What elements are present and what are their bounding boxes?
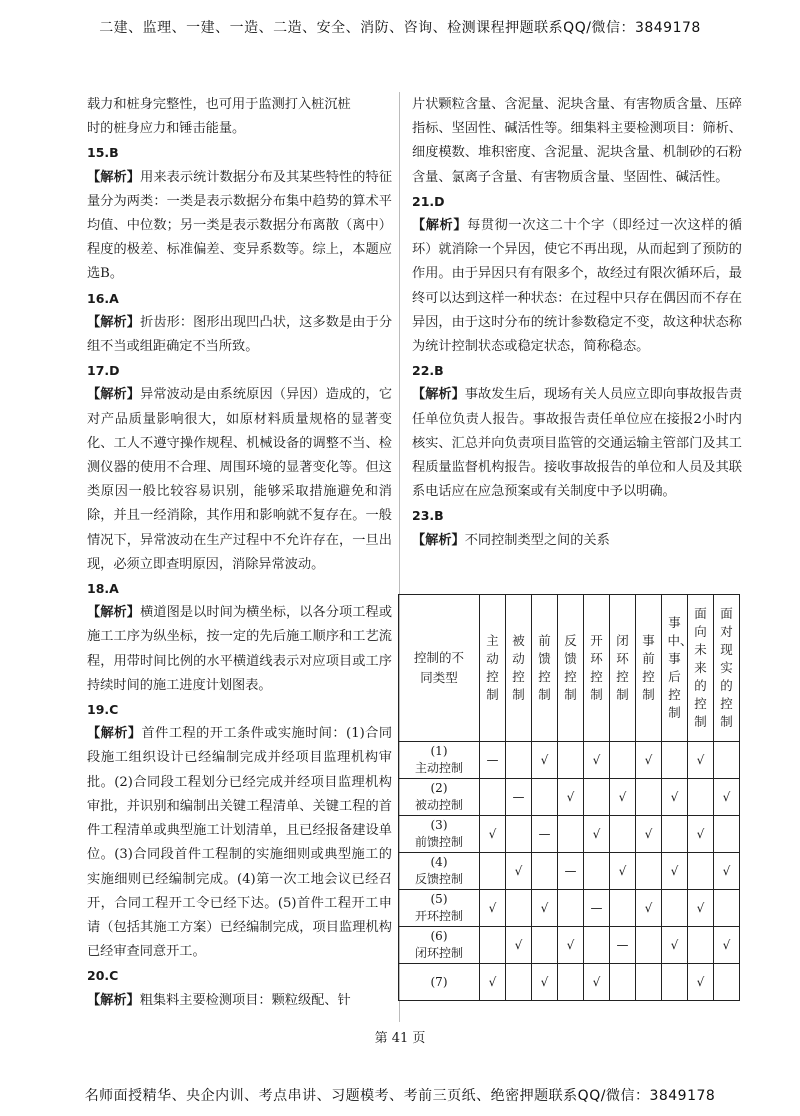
answer-number: 22.B <box>412 363 444 379</box>
table-cell: — <box>558 853 584 890</box>
row-label-line: (7) <box>430 974 448 989</box>
row-label <box>399 964 480 1001</box>
answer-number: 18.A <box>87 581 119 597</box>
analysis-text: 用来表示统计数据分布及其某些特性的特征量分为两类：一类是表示数据分布集中趋势的算术平均值、中位数；另一类是表示数据分布离散（离中）程度的极差、标准偏差、变异系数等。综上，本题应选B。 <box>87 169 393 282</box>
row-label <box>399 779 480 816</box>
corner-label: 控制的不同类型 <box>413 650 464 685</box>
row-label-line: (1) <box>430 744 448 758</box>
column-header-label: 被动控制 <box>512 633 525 702</box>
table-cell <box>610 742 636 779</box>
table-cell <box>636 927 662 964</box>
analysis-tag: 【解析】 <box>87 726 142 742</box>
table-cell: — <box>506 779 532 816</box>
table-cell <box>662 890 688 927</box>
analysis-tag: 【解析】 <box>87 314 141 330</box>
table-cell: √ <box>662 779 688 816</box>
row-label-line: (3) <box>430 818 448 832</box>
table-corner-header <box>399 595 480 742</box>
answer-number: 20.C <box>87 968 119 984</box>
column-header-label: 事中、事后控制 <box>667 615 693 720</box>
analysis-text: 片状颗粒含量、含泥量、泥块含量、有害物质含量、压碎指标、坚固性、碱活性等。细集料主要检测项目：筛析、细度模数、堆积密度、含泥量、泥块含量、机制砂的石粉含量、氯离子含量、有害物质含量、坚固性、碱活性。 <box>412 97 742 185</box>
row-label-line: 被动控制 <box>414 798 463 812</box>
analysis-tag: 【解析】 <box>412 532 465 548</box>
table-cell <box>610 964 636 1001</box>
analysis-text: 横道图是以时间为横坐标，以各分项工程或施工工序为纵坐标，按一定的先后施工顺序和工艺流程，用带时间比例的水平横道线表示对应项目或工序持续时间的施工进度计划图表。 <box>87 605 393 693</box>
analysis-paragraph <box>87 722 392 964</box>
right-column <box>412 93 742 553</box>
analysis-text: 异常波动是由系统原因（异因）造成的，它对产品质量影响很大，如原材料质量规格的显著变化、工人不遵守操作规程、机械设备的调整不当、检测仪器的使用不合理、周围环境的显著变化等。但这类原因一般比较容易识别，能够采取措施避免和消除，并且一经消除，其作用和影响就不复存在。一般情况下，异常波动在生产过程中不允许存在，一旦出现，必须立即查明原因，消除异常波动。 <box>87 387 393 572</box>
analysis-tag: 【解析】 <box>87 992 140 1008</box>
column-header <box>480 595 506 742</box>
table-cell: — <box>480 742 506 779</box>
table-cell: √ <box>636 742 662 779</box>
table-cell: — <box>584 890 610 927</box>
column-header <box>558 595 584 742</box>
column-header <box>506 595 532 742</box>
table-cell: — <box>610 927 636 964</box>
row-label-line: 主动控制 <box>414 761 463 775</box>
row-label <box>399 890 480 927</box>
table-cell <box>636 779 662 816</box>
answer-number: 23.B <box>412 508 444 524</box>
analysis-text: 事故发生后，现场有关人员应立即向事故报告责任单位负责人报告。事故报告责任单位应在接报2小时内核实、汇总并向负责项目监管的交通运输主管部门及其工程质量监督机构报告。接收事故报告的单位和人员及其联系电话应在应急预案或有关制度中予以明确。 <box>412 387 743 500</box>
table-cell <box>688 853 714 890</box>
table-cell: √ <box>584 816 610 853</box>
analysis-tag: 【解析】 <box>412 218 468 234</box>
table-cell <box>714 964 740 1001</box>
analysis-tag: 【解析】 <box>87 169 141 185</box>
table-cell: √ <box>584 964 610 1001</box>
left-column <box>87 93 392 1013</box>
column-header <box>714 595 740 742</box>
table-cell <box>662 964 688 1001</box>
table-row <box>399 853 740 890</box>
table-cell <box>584 853 610 890</box>
answer-number: 17.D <box>87 363 120 379</box>
column-header-label: 反馈控制 <box>564 633 577 702</box>
analysis-paragraph <box>87 989 392 1013</box>
column-header-label: 面对现实的控制 <box>720 606 733 729</box>
table-cell: √ <box>506 853 532 890</box>
table-cell: — <box>532 816 558 853</box>
table-cell: √ <box>662 853 688 890</box>
table-cell: √ <box>480 816 506 853</box>
table-cell: √ <box>610 779 636 816</box>
answer-number: 16.A <box>87 290 119 306</box>
table-cell <box>532 927 558 964</box>
analysis-text: 首件工程的开工条件或实施时间：(1)合同段施工组织设计已经编制完成并经项目监理机构审批。(2)合同段工程划分已经完成并经项目监理机构审批，并识别和编制出关键工程清单、关键工程的首件工程清单或典型施工计划清单，且已经报备建设单位。(3)合同段首件工程制的实施细则或典型施工的实施细则已经编制完成。(4)第一次工地会议已经召开，合同工程开工令已经下达。(5)首件工程开工申请（包括其施工方案）已经编制完成，项目监理机构已经审查同意开工。 <box>87 726 393 960</box>
table-cell: √ <box>688 890 714 927</box>
header-banner: 二建、监理、一建、一造、二造、安全、消防、咨询、检测课程押题联系QQ/微信：3849178 <box>99 20 701 36</box>
table-cell: √ <box>506 927 532 964</box>
table-cell <box>688 927 714 964</box>
table-cell: √ <box>558 779 584 816</box>
table-row <box>399 927 740 964</box>
analysis-text: 不同控制类型之间的关系 <box>464 532 610 548</box>
row-label-line: 开环控制 <box>414 909 463 923</box>
column-header <box>532 595 558 742</box>
table-cell <box>532 779 558 816</box>
table-cell <box>662 816 688 853</box>
row-label <box>399 816 480 853</box>
column-header <box>662 595 693 742</box>
table-cell: √ <box>662 927 688 964</box>
table-cell: √ <box>636 816 662 853</box>
table-cell <box>688 779 714 816</box>
table-cell: √ <box>714 853 740 890</box>
table-cell <box>662 742 688 779</box>
table-row <box>399 816 740 853</box>
table-cell <box>480 927 506 964</box>
table-cell <box>480 779 506 816</box>
answer-number: 19.C <box>87 702 119 718</box>
table-cell: √ <box>480 890 506 927</box>
analysis-paragraph <box>412 383 742 504</box>
analysis-paragraph <box>87 166 392 287</box>
table-cell <box>558 964 584 1001</box>
column-header-label: 事前控制 <box>642 633 655 702</box>
table-cell <box>506 890 532 927</box>
column-header-label: 闭环控制 <box>616 633 629 702</box>
table-cell <box>506 816 532 853</box>
row-label-line: (6) <box>430 929 448 943</box>
row-label <box>399 927 480 964</box>
control-relation-table <box>398 594 740 1001</box>
table-row <box>399 779 740 816</box>
table-cell: √ <box>558 927 584 964</box>
analysis-tag: 【解析】 <box>87 387 141 403</box>
table-cell <box>610 890 636 927</box>
row-label-line: (5) <box>430 892 448 906</box>
table-cell: √ <box>532 890 558 927</box>
table-cell: √ <box>532 742 558 779</box>
row-label-line: (2) <box>430 781 448 795</box>
row-label <box>399 853 480 890</box>
footer-banner: 名师面授精华、央企内训、考点串讲、习题模考、考前三页纸、绝密押题联系QQ/微信：3849178 <box>84 1088 716 1104</box>
intro-line: 时的桩身应力和锤击能量。 <box>87 121 246 137</box>
row-label-line: (4) <box>430 855 448 869</box>
column-header <box>610 595 636 742</box>
table-cell <box>506 964 532 1001</box>
table-cell: √ <box>688 742 714 779</box>
analysis-paragraph <box>87 311 392 359</box>
row-label-line: 反馈控制 <box>414 872 463 886</box>
column-header <box>688 595 714 742</box>
page-number: 第 41 页 <box>374 1031 426 1046</box>
table-row <box>399 742 740 779</box>
column-header-label: 开环控制 <box>590 633 603 702</box>
intro-line: 载力和桩身完整性，也可用于监测打入桩沉桩 <box>87 97 351 112</box>
table-cell: √ <box>714 779 740 816</box>
table-cell <box>636 853 662 890</box>
table-cell <box>610 816 636 853</box>
column-header <box>584 595 610 742</box>
answer-number: 15.B <box>87 145 119 161</box>
analysis-paragraph <box>87 601 392 698</box>
analysis-paragraph <box>412 214 742 359</box>
table-row <box>399 964 740 1001</box>
answer-number: 21.D <box>412 193 445 209</box>
analysis-tag: 【解析】 <box>87 605 141 621</box>
analysis-text: 粗集料主要检测项目：颗粒级配、针 <box>139 992 351 1008</box>
table-cell <box>480 853 506 890</box>
table-cell: √ <box>688 964 714 1001</box>
table-cell <box>584 927 610 964</box>
table-cell <box>506 742 532 779</box>
table-header-row <box>399 595 740 742</box>
table-cell: √ <box>532 964 558 1001</box>
table-row <box>399 890 740 927</box>
table-cell <box>636 964 662 1001</box>
row-label <box>399 742 480 779</box>
table-cell <box>558 890 584 927</box>
column-header-label: 主动控制 <box>486 633 499 702</box>
table-cell: √ <box>480 964 506 1001</box>
analysis-text: 折齿形：图形出现凹凸状，这多数是由于分组不当或组距确定不当所致。 <box>87 314 393 355</box>
analysis-tag: 【解析】 <box>412 387 465 403</box>
row-label-line: 闭环控制 <box>414 946 463 960</box>
table-cell <box>714 816 740 853</box>
analysis-paragraph <box>412 529 742 553</box>
analysis-text: 每贯彻一次这二十个字（即经过一次这样的循环）就消除一个异因，使它不再出现，从而起到了预防的作用。由于异因只有有限多个，故经过有限次循环后，最终可以达到这样一种状态：在过程中只存在偶因而不存在异因，由于这时分布的统计参数稳定不变，故这种状态称为统计控制状态或稳定状态，简称稳态。 <box>412 218 743 355</box>
table-cell <box>584 779 610 816</box>
table-cell: √ <box>714 927 740 964</box>
table-cell <box>714 742 740 779</box>
table-cell <box>558 742 584 779</box>
column-header-label: 前馈控制 <box>538 633 551 702</box>
row-label-line: 前馈控制 <box>414 835 463 849</box>
table-cell: √ <box>584 742 610 779</box>
table-cell <box>714 890 740 927</box>
analysis-paragraph <box>87 383 392 577</box>
table-cell: √ <box>610 853 636 890</box>
column-header-label: 面向未来的控制 <box>694 606 707 729</box>
table-cell <box>532 853 558 890</box>
table-body <box>399 742 740 1001</box>
table-cell: √ <box>636 890 662 927</box>
table-cell <box>558 816 584 853</box>
column-header <box>636 595 662 742</box>
table-cell: √ <box>688 816 714 853</box>
